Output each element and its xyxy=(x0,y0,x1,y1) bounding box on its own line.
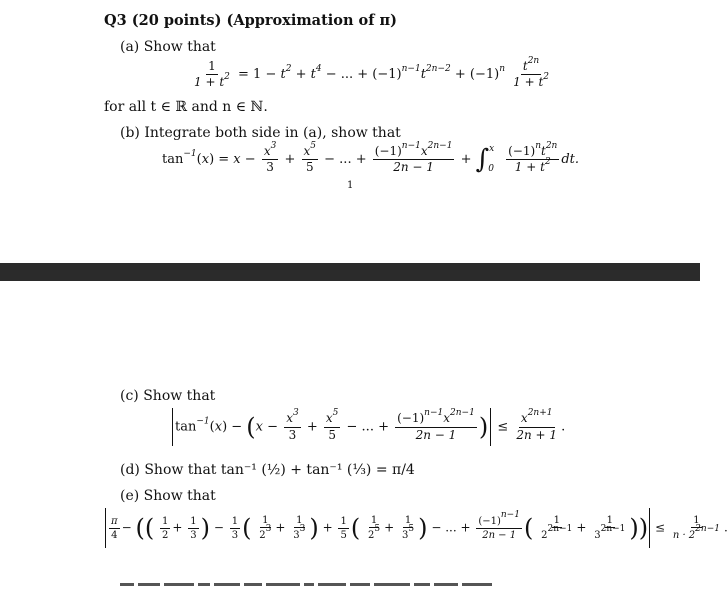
inequality-e: $\frac{\pi}{4}$ − (( $\frac{1}{2}$ + $\frac{1}{3}$ ) − $\frac{1}{3}$ ( $\frac{1}{2^3}$ + $\frac{1}{3^3}$ ) + $\frac{1}{5}$ ( $\frac{1}{2^5}$ + $\frac{1}{3^5}$ ) − ... + $\frac{(-1)^{n-1}}{2n - 1}$ ( $\frac{1}{2^{2n-1}}$ + $\frac{1}{3^{2n-1}}$ )) ≤ $\frac{1}{n \cdot 2^{2n-1}}$ . xyxy=(104,508,728,548)
part-e-label: (e) Show that xyxy=(120,488,216,504)
cutoff-text-fragment xyxy=(120,580,600,589)
question-heading: Q3 (20 points) (Approximation of π) xyxy=(104,12,397,29)
inequality-c: $\tan^{-1}(x) - (x$ − $\frac{x^3}{3}$ + $\frac{x^5}{5}$ − ... + $\frac{(-1)^{n-1}x^{2n-1}}{2n - 1}$ ) ≤ $\frac{x^{2n+1}}{2n + 1}$ . xyxy=(170,408,565,446)
page-separator-band xyxy=(0,263,700,281)
part-a-domain: for all t ∈ ℝ and n ∈ ℕ. xyxy=(104,99,268,115)
stray-mark: 1 xyxy=(347,180,354,191)
part-d-label: (d) Show that tan⁻¹ (½) + tan⁻¹ (⅓) = π/4 xyxy=(120,462,415,478)
part-c-label: (c) Show that xyxy=(120,388,216,404)
part-b-label: (b) Integrate both side in (a), show that xyxy=(120,125,401,141)
equation-b: $\tan^{-1}(x) = x$ − $\frac{x^3}{3}$ + $\frac{x^5}{5}$ − ... + $\frac{(-1)^{n-1}x^{2n-1}}{2n - 1}$ + ∫$^x_0$ $\frac{(-1)^nt^{2n}}{1 + t^2}$ dt. xyxy=(162,141,580,175)
part-a-label: (a) Show that xyxy=(120,39,216,55)
equation-a: $\frac{1}{1 + t^2}$ = $1 - t^2 + t^4$ − ... + $(-1)^{n-1}t^{2n-2} + (-1)^n$ $\frac{t^{2n}}{1 + t^2}$ xyxy=(194,56,549,90)
